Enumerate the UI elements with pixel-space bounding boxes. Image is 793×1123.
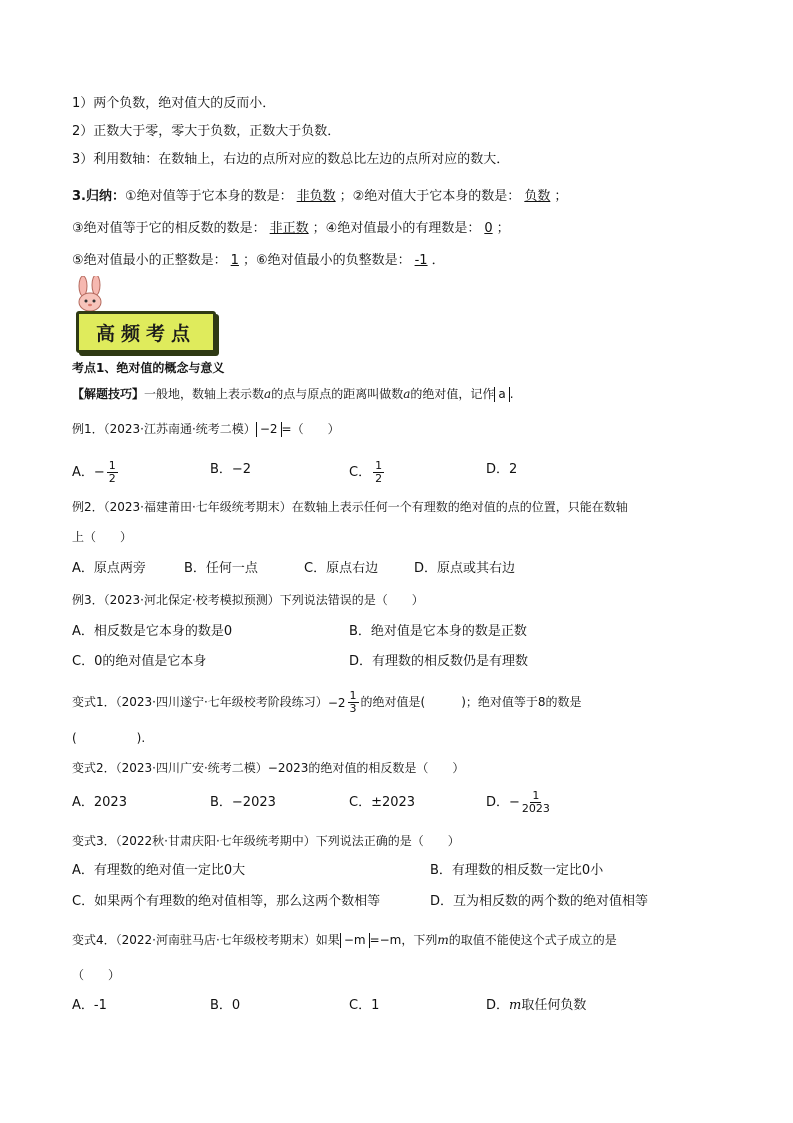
answer-blank: 0	[484, 221, 493, 236]
summary-line-2: ③绝对值等于它的相反数的数是： 非正数 ；④绝对值最小的有理数是： 0 ；	[72, 221, 510, 236]
variant-1-stem-cont: ( ).	[72, 731, 146, 745]
summary-line-3: ⑤绝对值最小的正整数是： 1 ；⑥绝对值最小的负整数是： -1 ．	[72, 253, 445, 268]
section-title: 考点1、绝对值的概念与意义	[72, 361, 225, 375]
ex3-option-a[interactable]: A．相反数是它本身的数是0	[72, 624, 233, 639]
ex2-option-a[interactable]: A．原点两旁	[72, 561, 146, 576]
abs-notation: a	[494, 387, 509, 402]
abs-expression: −2	[256, 422, 282, 437]
ex3-option-d[interactable]: D．有理数的相反数仍是有理数	[349, 654, 529, 669]
variant-2-stem: 变式2．（2023·四川广安·统考二模）−2023的绝对值的相反数是（ ）	[72, 761, 465, 775]
ex3-option-c[interactable]: C．0的绝对值是它本身	[72, 654, 207, 669]
answer-blank: 负数	[524, 189, 551, 204]
ex2-option-c[interactable]: C．原点右边	[304, 561, 379, 576]
ex1-option-b[interactable]: B．−2	[210, 462, 252, 477]
var4-option-b[interactable]: B．0	[210, 998, 241, 1013]
ex1-option-c[interactable]: C． $\frac{1}{2}$	[349, 459, 383, 485]
var2-option-a[interactable]: A．2023	[72, 795, 127, 810]
fraction: $\frac{1}{2}$	[375, 459, 383, 485]
var2-option-c[interactable]: C．±2023	[349, 795, 416, 810]
var3-option-c[interactable]: C．如果两个有理数的绝对值相等，那么这两个数相等	[72, 894, 381, 909]
tip-label: 【解题技巧】	[72, 387, 145, 401]
summary-line-1: 3.归纳：①绝对值等于它本身的数是： 非负数 ；②绝对值大于它本身的数是： 负数 ；	[72, 189, 568, 204]
example-1-stem: 例1．（2023·江苏南通·统考二模） −2 =（ ）	[72, 422, 340, 436]
rule-1: 1）两个负数，绝对值大的反而小．	[72, 96, 276, 111]
answer-blank: 1	[230, 253, 239, 268]
var4-option-d[interactable]: D．m取任何负数	[486, 998, 587, 1013]
high-frequency-badge: 高频考点	[76, 311, 216, 353]
var2-option-b[interactable]: B．−2023	[210, 795, 276, 810]
variant-3-stem: 变式3．（2022秋·甘肃庆阳·七年级统考期中）下列说法正确的是（ ）	[72, 834, 460, 848]
var3-option-d[interactable]: D．互为相反数的两个数的绝对值相等	[430, 894, 649, 909]
var4-option-c[interactable]: C．1	[349, 998, 380, 1013]
variant-1-stem: 变式1．（2023·四川遂宁·七年级校考阶段练习） −2 $\frac{1}{3}$ 的绝对值是( )；绝对值等于8的数是	[72, 689, 582, 715]
answer-blank: 非负数	[296, 189, 336, 204]
var3-option-b[interactable]: B．有理数的相反数一定比0小	[430, 863, 604, 878]
ex1-option-a[interactable]: A．− $\frac{1}{2}$	[72, 459, 116, 485]
var2-option-d[interactable]: D．− $\frac{1}{2023}$	[486, 789, 550, 815]
rule-3: 3）利用数轴：在数轴上，右边的点所对应的数总比左边的点所对应的数大．	[72, 152, 510, 167]
fraction: $\frac{1}{2023}$	[521, 789, 550, 815]
example-3-stem: 例3．（2023·河北保定·校考模拟预测）下列说法错误的是（ ）	[72, 593, 424, 607]
ex2-option-d[interactable]: D．原点或其右边	[414, 561, 516, 576]
example-2-stem: 例2．（2023·福建莆田·七年级统考期末）在数轴上表示任何一个有理数的绝对值的点的位置，只能在数轴	[72, 500, 628, 514]
answer-blank: -1	[414, 253, 428, 268]
variant-4-stem-cont: （ ）	[72, 968, 121, 982]
answer-blank: 非正数	[269, 221, 309, 236]
var4-option-a[interactable]: A．-1	[72, 998, 107, 1013]
var3-option-a[interactable]: A．有理数的绝对值一定比0大	[72, 863, 246, 878]
mixed-number: −2 $\frac{1}{3}$	[327, 689, 357, 715]
example-2-stem-cont: 上（ ）	[72, 530, 133, 544]
abs-expression: −m	[340, 933, 370, 948]
fraction: $\frac{1}{2}$	[108, 459, 116, 485]
variant-4-stem: 变式4．（2022·河南驻马店·七年级校考期末）如果 −m =−m，下列m的取值不能使这个式子成立的是	[72, 933, 617, 947]
rule-2: 2）正数大于零，零大于负数，正数大于负数．	[72, 124, 341, 139]
summary-heading: 3.归纳：	[72, 189, 125, 204]
ex3-option-b[interactable]: B．绝对值是它本身的数是正数	[349, 624, 527, 639]
ex1-option-d[interactable]: D．2	[486, 462, 518, 477]
ex2-option-b[interactable]: B．任何一点	[184, 561, 258, 576]
tip-line: 【解题技巧】一般地，数轴上表示数a的点与原点的距离叫做数a的绝对值，记作 a .	[72, 387, 514, 401]
